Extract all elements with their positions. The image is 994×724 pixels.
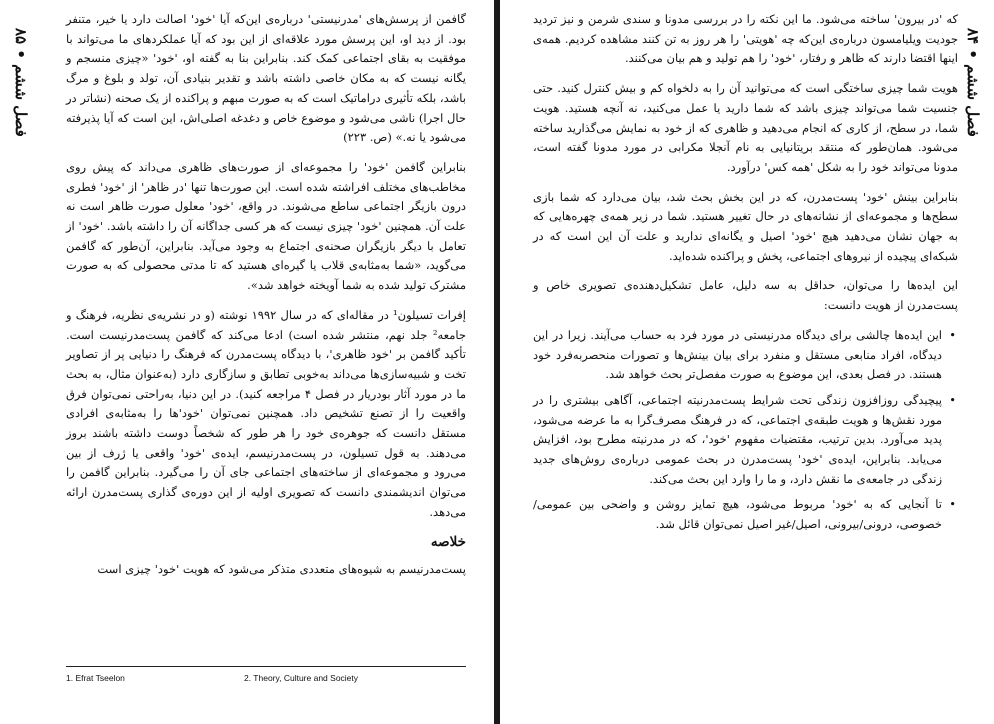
footnote: 2. Theory, Culture and Society [244,673,359,683]
page-number-runner: ۸۴ • فصل ششم [964,28,982,137]
right-page-text [533,10,958,541]
paragraph: پست‌مدرنیسم به شیوه‌های متعددی متذکر می‌شود که هویت 'خود' چیزی است [97,562,466,577]
list-item [533,326,956,385]
bullet-icon: • [949,327,956,342]
list-item-text: تا آنجایی که به 'خود' مربوط می‌شود، هیچ تمایز روشن و واضحی بین عمومی/خصوصی، درونی/بیرونی، اصیل/غیر اصیل نمی‌توان قائل شد. [533,497,942,532]
paragraph: بنابراین بینش 'خود' پست‌مدرن، که در این بخش بحث شد، بیان می‌دارد که شما بازی سطح‌ها و مجموعه‌ای از نشانه‌های در حال تغییر هستید. شما در زیر همه‌ی چهره‌هایی که به جهان نشان می‌دهید هیچ 'خود' اصیل و یگانه‌ای ندارید و علت آن این است که در شبکه‌ای پیچیده از نیروهای اجتماعی، پخش و پراکنده شده‌اید. [533,189,958,263]
list-item-text: این ایده‌ها چالشی برای دیدگاه مدرنیستی در مورد فرد به حساب می‌آیند. زیرا در این دیدگاه، افراد منابعی مستقل و منفرد برای بیان بینش‌ها و تصورات منحصربه‌فرد خود هستند. در فصل بعدی، این موضوع به صورت مفصل‌تر بحث خواهد شد. [533,327,942,382]
list-item [533,391,956,490]
bullet-icon: • [949,392,956,407]
list-item-text: پیچیدگی روزافزون زندگی تحت شرایط پست‌مدرنیته اجتماعی، آگاهی بیشتری را در مورد نقش‌ها و هویت طبقه‌ی اجتماعی، که در فرهنگ مصرف‌گرا به ما عرضه می‌شود، پدید می‌آورد. بدین ترتیب، مقتضیات مفهوم 'خود'، که در مدرنیته مطرح بود، افزایش می‌یابد. بنابراین، ایده‌ی 'خود' پست‌مدرن در بحث عمومی درباره‌ی روش‌های جدید زندگی در جامعه‌ی ما نقش دارد، و ما را وارد این بحث می‌کند. [533,392,942,486]
section-heading: خلاصه [430,533,466,550]
bullet-icon: • [949,497,956,512]
left-page [0,0,494,724]
page-number-runner: ۸۵ • فصل ششم [12,28,30,137]
list-item [533,495,956,534]
paragraph: هویت شما چیزی ساختگی است که می‌توانید آن را به دلخواه کم و بیش کنترل کنید. حتی جنسیت شما می‌تواند چیزی باشد که شما دارید یا عمل می‌کنید، نه آنچه هستید. هویت شما، در سطح، از کاری که انجام می‌دهید و ظاهری که از خود به نمایش می‌گذارید ساخته می‌شود. همان‌طور که منتقد بریتانیایی به نام آنجلا مکرابی در مورد مدونا گفته است، مدونا می‌تواند خود را به شکل 'همه کس' درآورد. [533,81,958,174]
left-page-text [66,10,466,590]
bullet-list [533,326,958,535]
right-page [500,0,994,724]
paragraph: این ایده‌ها را می‌توان، حداقل به سه دلیل، عامل تشکیل‌دهنده‌ی تصویری خاص و پست‌مدرن از هویت دانست: [533,278,958,313]
paragraph: إفرات تسیلون¹ در مقاله‌ای که در سال ۱۹۹۲ نوشته (و در نشریه‌ی نظریه، فرهنگ و جامعه² جلد نهم، منتشر شده است) ادعا می‌کند که گافمن پست‌مدرنیست است. تأکید گافمن بر 'خود ظاهری'، با دیدگاه پست‌مدرن که فرهنگ را دنیایی پر از تصاویر تخت و شبیه‌سازی‌ها می‌داند به‌خوبی تطابق و سازگاری دارد (به‌عنوان مثال، به بحث ما در مورد آثار بودریار در فصل ۴ مراجعه کنید). در این دنیا، به‌راحتی نمی‌توان فرق واقعیت را از تصنع تشخیص داد. همچنین نمی‌توان 'خود'ها را به‌مثابه‌ی افرادی مستقل دانست که جوهره‌ی خود را هر طور که شخصاً دوست داشته باشند بروز می‌دهند. به قول تسیلون، در پست‌مدرنیسم، ایده‌ی 'خود' واقعی یا ژرف از بین می‌رود و مجموعه‌ای از ساخته‌های اجتماعی جای آن را می‌گیرد. بنابراین گافمن را می‌توان اندیشمندی دانست که تصویری اولیه از این دوره‌ی گذاری پست‌مدرن ارائه می‌دهد. [66,307,467,519]
footnote: 1. Efrat Tseelon [66,673,125,683]
paragraph: گافمن از پرسش‌های 'مدرنیستی' درباره‌ی این‌که آیا 'خود' اصالت دارد یا خیر، متنفر بود. از دید او، این پرسش مورد علاقه‌ای از این بود که آیا عملکردهای ما می‌تواند با موفقیت به بقای اجتماعی کمک کند. بنابراین بنا به گفته او، 'خود' «چیزی منسجم و یگانه نیست که به مکان خاصی داشته باشد و تقدیر بنیادی آن، تولد و بلوغ و مرگ باشد، بلکه تأثیری دراماتیک است که به صورت مبهم و پراکنده از یک صحنه (نشاتر در حال اجرا) ناشی می‌شود و موضوع خاص و دغدغه اصلی‌اش، این است که آیا پذیرفته می‌شود یا نه.» (ص. ۲۲۳) [66,12,466,145]
paragraph: بنابراین گافمن 'خود' را مجموعه‌ای از صورت‌های ظاهری می‌داند که پیش روی مخاطب‌های مختلف افراشته شده است. این صورت‌ها تنها 'در ظاهر' از 'خود' فطری درون بازیگر اجتماعی ساطع می‌شوند. در واقع، 'خود' معلول صورت ظاهر است نه علت آن. همچنین 'خود' چیزی نیست که هر کسی جداگانه آن را داشته باشد. 'خود' از تعامل با دیگر بازیگران صحنه‌ی اجتماع به وجود می‌آید. بنابراین، آن‌طور که گافمن می‌گوید، «شما به‌مثابه‌ی قلاب یا گیره‌ای هستید که تا مدتی محصولی که به صورت مشترک تولید شده به شما آویخته خواهد شد». [66,159,466,293]
footnotes [66,666,466,683]
paragraph: که 'در بیرون' ساخته می‌شود. ما این نکته را در بررسی مدونا و سندی شرمن و نیز تردید جودیت ویلیامسون درباره‌ی این‌که چه 'هویتی' را هر روز به تن کنند مشاهده کردیم. همه‌ی اینها اقتضا دارند که ظاهر و رفتار، 'خود' را هم تولید و هم بیان می‌کنند. [533,12,958,66]
